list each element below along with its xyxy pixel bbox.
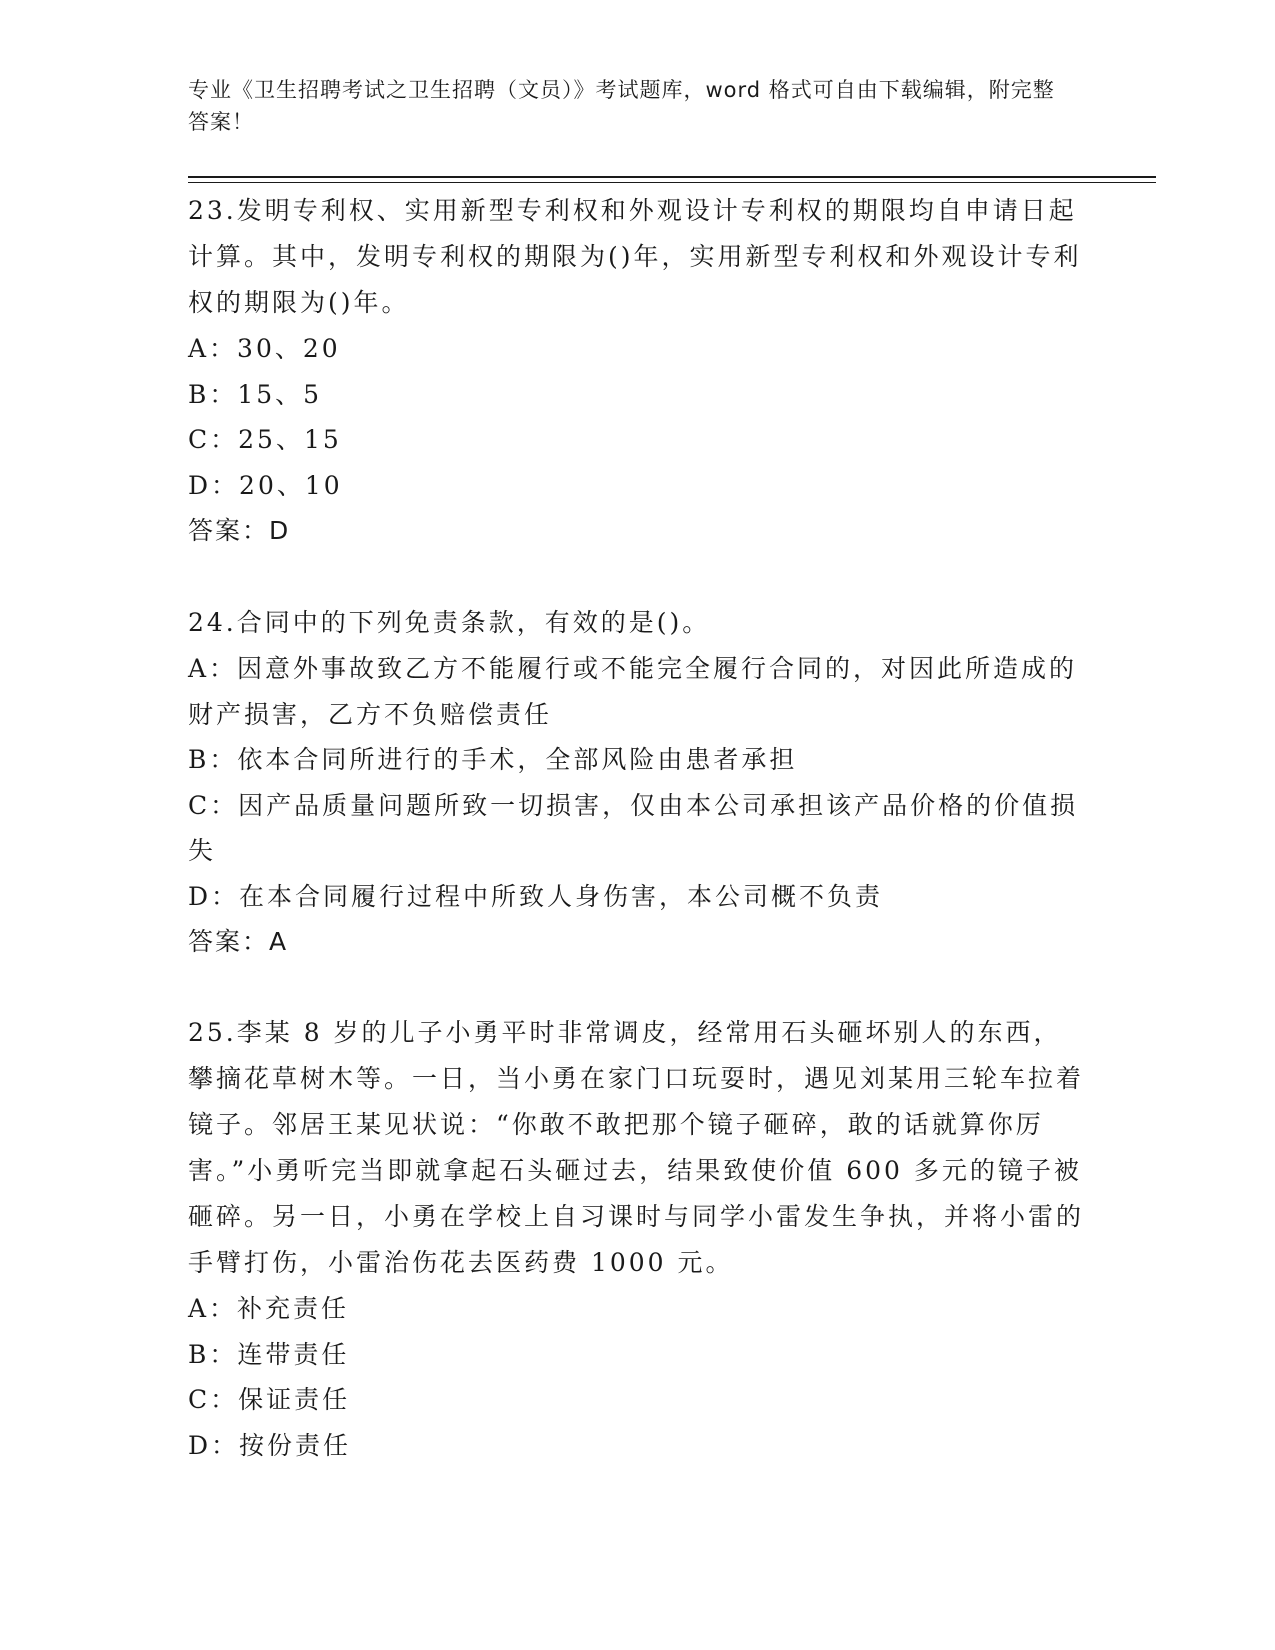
option-c: C：保证责任: [188, 1385, 351, 1414]
option-b: B：依本合同所进行的手术，全部风险由患者承担: [188, 745, 798, 774]
option-a: A：因意外事故致乙方不能履行或不能完全履行合同的，对因此所造成的财产损害，乙方不负赔偿责任: [188, 654, 1078, 729]
option-d: D：在本合同履行过程中所致人身伤害，本公司概不负责: [188, 881, 884, 911]
question-23: [188, 188, 1088, 553]
question-25: [188, 1010, 1088, 1468]
option-b: B：连带责任: [188, 1339, 350, 1369]
option-c: C：25、15: [188, 425, 342, 454]
option-a: A：30、20: [188, 334, 341, 363]
question-stem: 23.发明专利权、实用新型专利权和外观设计专利权的期限均自申请日起计算。其中，发明专利权的期限为()年，实用新型专利权和外观设计专利权的期限为()年。: [188, 196, 1082, 317]
option-d: D：按份责任: [188, 1430, 352, 1460]
header-divider: [188, 176, 1156, 178]
option-d: D：20、10: [188, 470, 343, 500]
question-stem: 24.合同中的下列免责条款，有效的是()。: [188, 608, 711, 637]
option-c: C：因产品质量问题所致一切损害，仅由本公司承担该产品价格的价值损失: [188, 790, 1079, 865]
header-divider-thin: [188, 182, 1156, 183]
question-24: [188, 600, 1088, 964]
answer: 答案：A: [188, 927, 289, 956]
option-a: A：补充责任: [188, 1294, 350, 1323]
document-header: 专业《卫生招聘考试之卫生招聘（文员）》考试题库，word 格式可自由下载编辑，附完整答案！: [188, 78, 1055, 134]
option-b: B：15、5: [188, 379, 323, 409]
answer: 答案：D: [188, 516, 291, 545]
question-stem: 25.李某 8 岁的儿子小勇平时非常调皮，经常用石头砸坏别人的东西，攀摘花草树木等。一日，当小勇在家门口玩耍时，遇见刘某用三轮车拉着镜子。邻居王某见状说：“你敢不敢把那个镜子砸碎，敢的话就算你厉害。”小勇听完当即就拿起石头砸过去，结果致使价值 600 多元的镜子被砸碎。另一日，小勇在学校上自习课时与同学小雷发生争执，并将小雷的手臂打伤，小雷治伤花去医药费 1000 元。: [188, 1018, 1085, 1277]
